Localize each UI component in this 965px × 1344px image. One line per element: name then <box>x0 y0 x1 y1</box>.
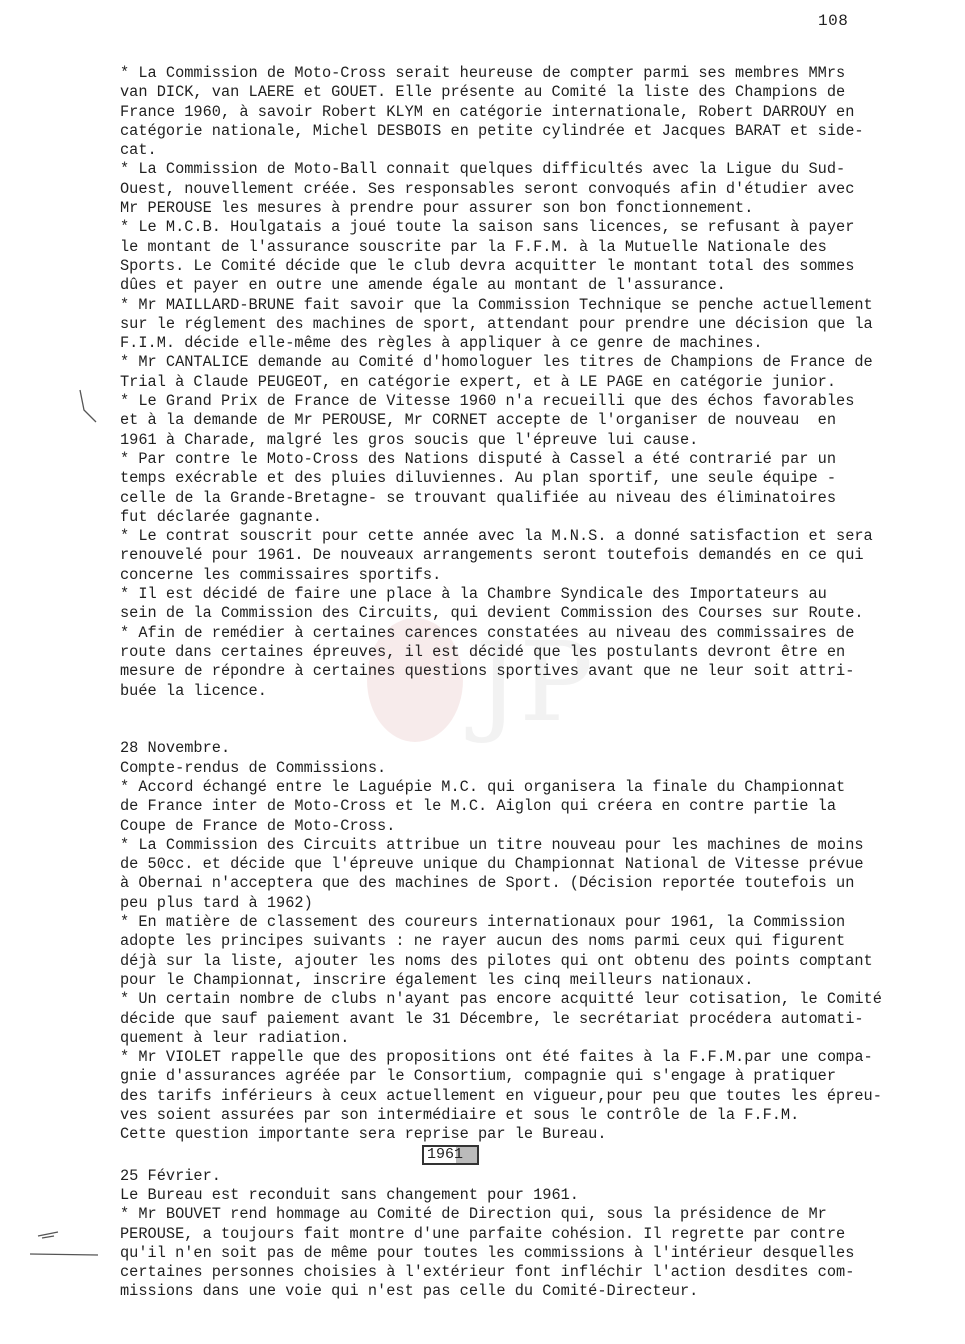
text-line: catégorie nationale, Michel DESBOIS en petite cylindrée et Jacques BARAT et side- <box>120 121 864 140</box>
text-line: PEROUSE, a toujours fait montre d'une parfaite cohésion. Il regrette par contre <box>120 1224 846 1243</box>
text-line: pour le Championnat, inscrire également les cinq meilleurs nationaux. <box>120 970 754 989</box>
text-line: van DICK, van LAERE et GOUET. Elle présente au Comité la liste des Champions de <box>120 83 846 102</box>
text-line: missions dans une voie qui n'est pas celle du Comité-Directeur. <box>120 1282 699 1301</box>
text-line: Trial à Claude PEUGEOT, en catégorie expert, et à LE PAGE en catégorie junior. <box>120 372 837 391</box>
text-line: * Le Grand Prix de France de Vitesse 1960 n'a recueilli que des échos favorables <box>120 392 855 411</box>
text-line: concerne les commissaires sportifs. <box>120 565 442 584</box>
text-line: Ouest, nouvellement créée. Ses responsables seront convoqués afin d'étudier avec <box>120 179 855 198</box>
pen-stroke-icon <box>28 1228 100 1262</box>
text-line: * Le M.C.B. Houlgatais a joué toute la saison sans licences, se refusant à payer <box>120 218 855 237</box>
text-line: * La Commission de Moto-Ball connait quelques difficultés avec la Ligue du Sud- <box>120 160 846 179</box>
pen-stroke-icon <box>72 388 102 428</box>
text-line: ves soient assurées par son intermédiaire et sous le contrôle de la F.F.M. <box>120 1106 800 1125</box>
section-date: 28 Novembre. <box>120 739 231 758</box>
text-line: cat. <box>120 141 157 160</box>
text-line: le montant de l'assurance souscrite par la F.F.M. à la Mutuelle Nationale des <box>120 237 827 256</box>
text-line: sein de la Commission des Circuits, qui devient Commission des Courses sur Route. <box>120 604 864 623</box>
text-line: déjà sur la liste, ajouter les noms des pilotes qui ont obtenu des points comptant <box>120 951 873 970</box>
text-line: gnie d'assurances agréée par le Consortium, compagnie qui s'engage à pratiquer <box>120 1067 837 1086</box>
text-line: * Le contrat souscrit pour cette année avec la M.N.S. a donné satisfaction et sera <box>120 527 873 546</box>
svg-text:JP: JP <box>475 618 594 746</box>
text-line: Coupe de France de Moto-Cross. <box>120 816 396 835</box>
text-line: renouvelé pour 1961. De nouveaux arrangements seront toutefois demandés en ce qui <box>120 546 864 565</box>
text-line: * Il est décidé de faire une place à la Chambre Syndicale des Importateurs au <box>120 585 827 604</box>
text-line: quement à leur radiation. <box>120 1028 350 1047</box>
text-line: des tarifs inférieurs à ceux actuellement en vigueur,pour peu que toutes les épreu- <box>120 1086 882 1105</box>
text-line: route dans certaines épreuves, il est décidé que les postulants devront être en <box>120 642 846 661</box>
text-line: et à la demande de Mr PEROUSE, Mr CORNET accepte de l'organiser de nouveau en <box>120 411 837 430</box>
year-label: 1961 <box>422 1145 479 1165</box>
text-line: peu plus tard à 1962) <box>120 893 313 912</box>
text-line: de 50cc. et décide que l'épreuve unique du Championnat National de Vitesse prévue <box>120 855 864 874</box>
text-line: F.I.M. décide elle-même des règles à appliquer à ce genre de machines. <box>120 334 763 353</box>
text-line: sur le réglement des machines de sport, attendant pour prendre une décision que la <box>120 314 873 333</box>
text-line: temps exécrable et des pluies diluviennes. Au plan sportif, une seule équipe - <box>120 469 837 488</box>
text-line: mesure de répondre à certaines questions sportives avant que ne leur soit attri- <box>120 662 855 681</box>
section-date: 25 Février. <box>120 1166 221 1185</box>
text-line: * Mr MAILLARD-BRUNE fait savoir que la Commission Technique se penche actuellement <box>120 295 873 314</box>
text-line: buée la licence. <box>120 681 267 700</box>
text-line: * Mr VIOLET rappelle que des propositions ont été faites à la F.F.M.par une compa- <box>120 1048 873 1067</box>
text-line: adopte les principes suivants : ne rayer aucun des noms parmi ceux qui figurent <box>120 932 846 951</box>
section-subtitle: Compte-rendus de Commissions. <box>120 758 387 777</box>
text-line: * Un certain nombre de clubs n'ayant pas encore acquitté leur cotisation, le Comité <box>120 990 882 1009</box>
year-heading <box>422 1145 920 1167</box>
text-line: qu'il n'en soit pas de même pour toutes les commissions à l'intérieur desquelles <box>120 1243 855 1262</box>
text-line: Mr PEROUSE les mesures à prendre pour assurer son bon fonctionnement. <box>120 199 754 218</box>
margin-pen-mark-bottom <box>28 1228 100 1266</box>
text-line: * La Commission des Circuits attribue un titre nouveau pour les machines de moins <box>120 835 864 854</box>
paragraph-group-oct <box>120 64 920 701</box>
text-line: Sports. Le Comité décide que le club devra acquitter le montant total des sommes <box>120 256 855 275</box>
paragraph-group-feb <box>120 1186 920 1302</box>
margin-pen-mark-top <box>72 388 102 432</box>
text-line: celle de la Grande-Bretagne- se trouvant qualifiée au niveau des éliminatoires <box>120 488 837 507</box>
text-line: certaines personnes choisies à l'extérieur font infléchir l'action desdites com- <box>120 1263 855 1282</box>
text-line: décide que sauf paiement avant le 31 Décembre, le secrétariat procédera automati- <box>120 1009 864 1028</box>
text-line: * La Commission de Moto-Cross serait heureuse de compter parmi ses membres MMrs <box>120 64 846 82</box>
text-line: Le Bureau est reconduit sans changement pour 1961. <box>120 1185 579 1204</box>
text-line: Cette question importante sera reprise par le Bureau. <box>120 1125 607 1144</box>
paragraph-group-nov <box>120 778 920 1145</box>
text-line: * Mr CANTALICE demande au Comité d'homologuer les titres de Champions de France de <box>120 353 873 372</box>
text-line: France 1960, à savoir Robert KLYM en catégorie internationale, Robert DARROUY en <box>120 102 855 121</box>
text-line: * Mr BOUVET rend hommage au Comité de Direction qui, sous la présidence de Mr <box>120 1205 827 1224</box>
page-number: 108 <box>818 12 849 30</box>
text-line: * En matière de classement des coureurs internationaux pour 1961, la Commission <box>120 913 846 932</box>
text-line: à Obernai n'acceptera que des machines de Sport. (Décision reportée toutefois un <box>120 874 855 893</box>
text-line: 1961 à Charade, malgré les gros soucis que l'épreuve lui cause. <box>120 430 699 449</box>
text-line: fut déclarée gagnante. <box>120 507 322 526</box>
text-line: dûes et payer en outre une amende égale au montant de l'assurance. <box>120 276 726 295</box>
text-line: * Accord échangé entre le Laguépie M.C. qui organisera la finale du Championnat <box>120 777 846 796</box>
text-line: * Afin de remédier à certaines carences constatées au niveau des commissaires de <box>120 623 855 642</box>
text-line: de France inter de Moto-Cross et le M.C. Aiglon qui créera en contre partie la <box>120 797 837 816</box>
document-body <box>120 64 920 1302</box>
text-line: * Par contre le Moto-Cross des Nations disputé à Cassel a été contrarié par un <box>120 449 837 468</box>
